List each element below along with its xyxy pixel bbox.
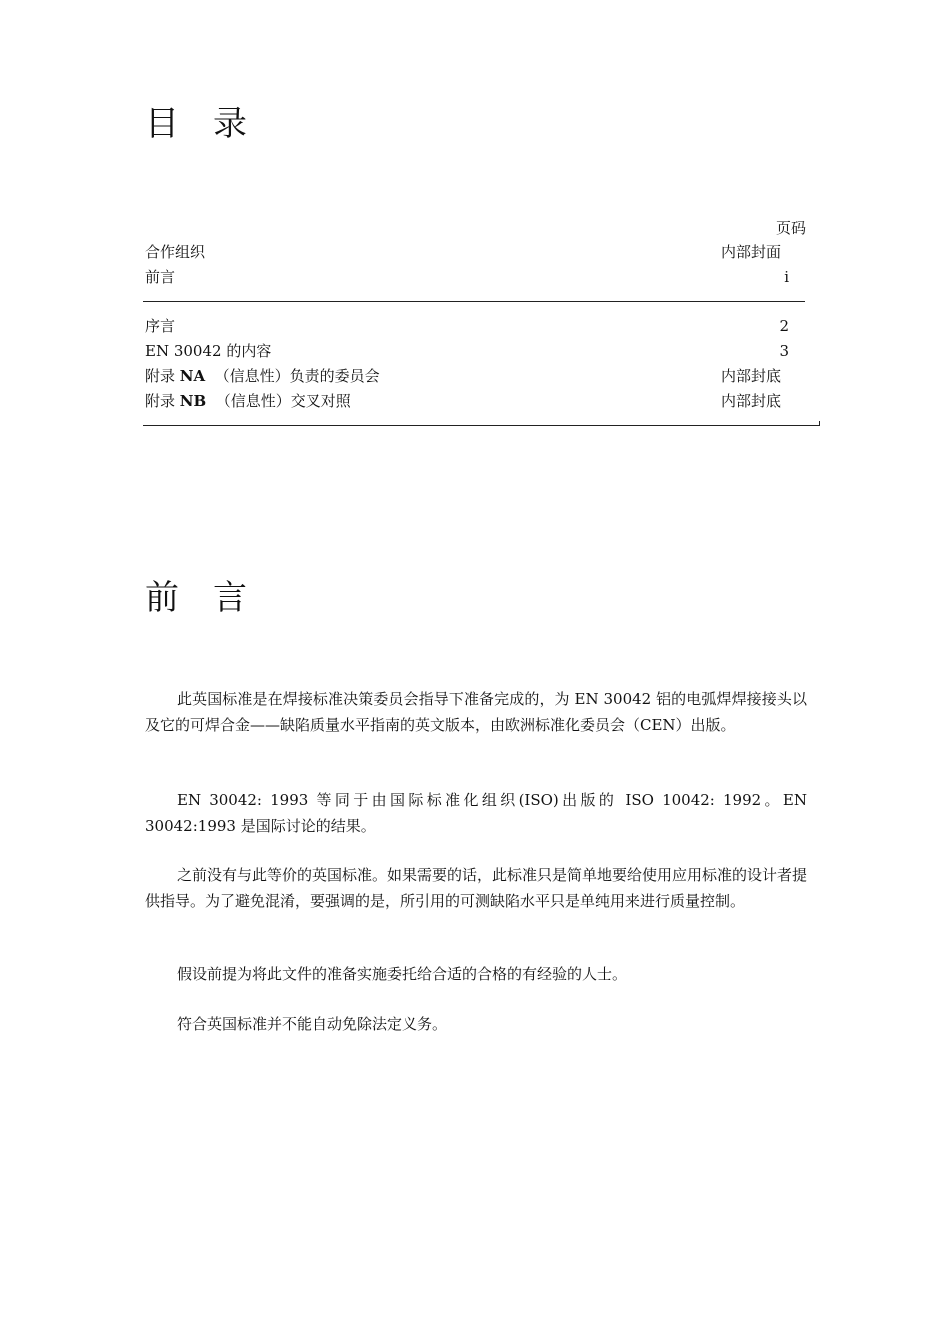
toc-entry-title: 前言: [145, 268, 176, 286]
foreword-title: 前言: [145, 578, 281, 618]
toc-entry-annex-code: NA: [179, 367, 206, 385]
foreword-paragraph-4: 假设前提为将此文件的准备实施委托给合适的合格的有经验的人士。: [177, 965, 628, 983]
toc-entry-cooperating-organizations[interactable]: [145, 240, 806, 265]
toc-entry-page: 3: [779, 342, 789, 360]
toc-title: 目录: [145, 104, 281, 144]
toc-entry-annex-na[interactable]: [145, 364, 806, 389]
foreword-paragraph-5: 符合英国标准并不能自动免除法定义务。: [177, 1015, 448, 1033]
toc-entry-title: EN 30042 的内容: [145, 342, 272, 360]
toc-entry-preface[interactable]: [145, 314, 806, 339]
toc-entry-page: 内部封底: [720, 367, 781, 385]
foreword-paragraph-2: EN 30042: 1993 等同于由国际标准化组织(ISO)出版的 ISO 10042: 1992。EN 30042:1993 是国际讨论的结果。: [145, 791, 807, 835]
toc-entry-annex-nb[interactable]: [145, 389, 806, 414]
toc-entry-title: 合作组织: [145, 243, 206, 261]
toc-entry-title-prefix: 附录: [145, 392, 180, 410]
toc-bottom-rule: [143, 425, 820, 426]
toc-divider: [143, 301, 805, 302]
toc-entry-title: [145, 389, 351, 414]
toc-entry-title-suffix: （信息性）负责的委员会: [205, 367, 380, 385]
foreword-paragraph-1: 此英国标准是在焊接标准决策委员会指导下准备完成的，为 EN 30042 铝的电弧焊焊接接头以及它的可焊合金——缺陷质量水平指南的英文版本，由欧洲标准化委员会（CEN）出版。: [145, 690, 807, 734]
toc-page-column-header: 页码: [775, 219, 806, 237]
toc-entry-title-prefix: 附录: [145, 367, 180, 385]
foreword-paragraph-3: 之前没有与此等价的英国标准。如果需要的话，此标准只是简单地要给使用应用标准的设计者提供指导。为了避免混淆，要强调的是，所引用的可测缺陷水平只是单纯用来进行质量控制。: [145, 866, 808, 910]
toc-entry-foreword[interactable]: [145, 265, 806, 290]
toc-entry-page: i: [784, 268, 789, 286]
toc-entry-title-suffix: （信息性）交叉对照: [206, 392, 351, 410]
toc-entry-page: 内部封面: [720, 243, 781, 261]
toc-bottom-rule-tick: [819, 421, 820, 426]
toc-entry-page: 2: [779, 317, 789, 335]
toc-entry-title: [145, 364, 380, 389]
toc-entry-page: 内部封底: [720, 392, 781, 410]
toc-entry-annex-code: NB: [179, 392, 207, 410]
toc-entry-title: 序言: [145, 317, 176, 335]
toc-entry-contents-en30042[interactable]: [145, 339, 806, 364]
